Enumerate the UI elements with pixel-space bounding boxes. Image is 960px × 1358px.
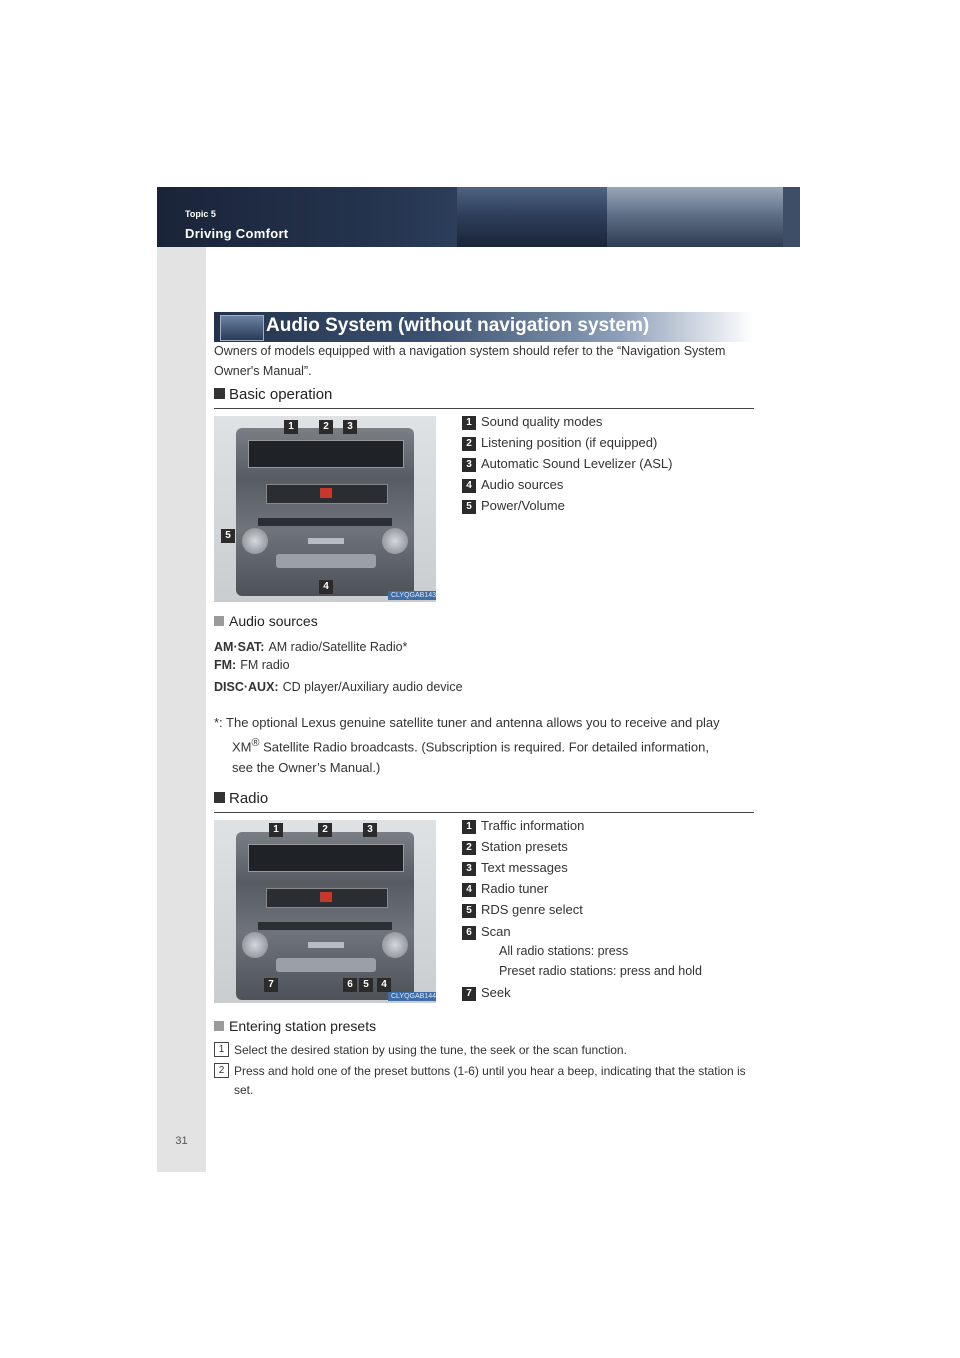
source-buttons (276, 554, 376, 568)
footnote-line: *: The optional Lexus genuine satellite tuner and antenna allows you to receive and play (214, 715, 720, 730)
callout-marker: 4 (319, 580, 333, 594)
heading-square-icon (214, 792, 225, 803)
heading-text: Basic operation (229, 386, 333, 403)
audio-unit (236, 832, 414, 1000)
legend-number: 3 (462, 458, 476, 472)
legend-number: 4 (462, 883, 476, 897)
audio-source-line (214, 640, 407, 654)
chapter-title: Driving Comfort (185, 226, 289, 241)
audio-unit (236, 428, 414, 596)
callout-marker: 3 (343, 420, 357, 434)
legend-label: Automatic Sound Levelizer (ASL) (481, 456, 673, 471)
legend-label: Traffic information (481, 818, 585, 833)
source-value: CD player/Auxiliary audio device (282, 680, 463, 694)
legend-number: 7 (462, 987, 476, 1001)
section-intro: Owners of models equipped with a navigation system should refer to the “Navigation System Owner's Manual”. (214, 344, 726, 378)
scan-detail: All radio stations: press (499, 944, 629, 958)
callout-marker: 1 (269, 823, 283, 837)
basic-operation-legend (462, 414, 762, 524)
legend-number: 2 (462, 841, 476, 855)
section-title: Audio System (without navigation system) (266, 315, 650, 336)
preset-step (214, 1062, 756, 1102)
callout-marker: 3 (363, 823, 377, 837)
audio-source-line (214, 680, 463, 694)
callout-marker: 7 (264, 978, 278, 992)
legend-number: 4 (462, 479, 476, 493)
disc-slot (258, 922, 392, 930)
registered-mark: ® (251, 737, 260, 749)
section-rule (214, 812, 754, 813)
callout-marker: 6 (343, 978, 357, 992)
basic-operation-heading (214, 386, 332, 403)
hazard-icon (320, 892, 332, 902)
footnote-text: Satellite Radio broadcasts. (Subscription is required. For detailed information, (259, 739, 709, 755)
image-code: CLYQGAB144 (388, 992, 436, 1001)
legend-label: RDS genre select (481, 902, 583, 917)
legend-number: 3 (462, 862, 476, 876)
header-photo-interior (457, 187, 607, 247)
brand-plate (308, 942, 344, 948)
power-volume-knob (242, 932, 268, 958)
audio-source-line (214, 658, 290, 672)
chapter-header (157, 187, 800, 247)
page-number: 31 (175, 1135, 188, 1147)
callout-marker: 5 (221, 529, 235, 543)
legend-label: Power/Volume (481, 498, 565, 513)
callout-marker: 1 (284, 420, 298, 434)
callout-marker: 4 (377, 978, 391, 992)
audio-panel-image-1 (214, 416, 436, 602)
callout-marker: 2 (319, 420, 333, 434)
section-banner (214, 312, 754, 342)
step-number: 2 (214, 1063, 229, 1078)
power-volume-knob (242, 528, 268, 554)
section-rule (214, 408, 754, 409)
legend-label: Listening position (if equipped) (481, 435, 658, 450)
unit-display (248, 440, 404, 468)
audio-panel-image-2 (214, 820, 436, 1003)
heading-text: Audio sources (229, 613, 318, 629)
step-text: Press and hold one of the preset buttons (1-6) until you hear a beep, indicating that the station is set. (234, 1064, 746, 1097)
footnote-line (214, 733, 756, 757)
source-key: AM·SAT: (214, 640, 265, 654)
legend-label: Text messages (481, 860, 568, 875)
heading-square-icon (214, 616, 224, 626)
step-number: 1 (214, 1042, 229, 1057)
source-value: AM radio/Satellite Radio* (268, 640, 408, 654)
legend-number: 5 (462, 500, 476, 514)
footnote-line: see the Owner’s Manual.) (232, 760, 381, 776)
legend-label: Scan (481, 924, 511, 939)
legend-label: Station presets (481, 839, 568, 854)
scan-detail: Preset radio stations: press and hold (499, 964, 702, 978)
callout-marker: 2 (318, 823, 332, 837)
step-text: Select the desired station by using the tune, the seek or the scan function. (234, 1043, 627, 1057)
header-photo-edge (783, 187, 800, 247)
page-sidebar (157, 247, 206, 1172)
tune-knob (382, 932, 408, 958)
image-code: CLYQGAB143 (388, 591, 436, 600)
legend-number: 2 (462, 437, 476, 451)
brand-plate (308, 538, 344, 544)
header-photo-car (607, 187, 783, 247)
satellite-footnote (214, 712, 756, 778)
footnote-text: XM (232, 739, 252, 755)
legend-number: 5 (462, 904, 476, 918)
legend-label: Radio tuner (481, 881, 549, 896)
source-key: DISC·AUX: (214, 680, 279, 694)
preset-step (214, 1041, 756, 1061)
unit-display (248, 844, 404, 872)
source-value: FM radio (240, 658, 290, 672)
legend-label: Seek (481, 985, 511, 1000)
source-key: FM: (214, 658, 237, 672)
heading-square-icon (214, 388, 225, 399)
legend-label: Sound quality modes (481, 414, 603, 429)
topic-label: Topic 5 (185, 209, 216, 219)
tune-knob (382, 528, 408, 554)
station-presets-heading (214, 1018, 376, 1034)
callout-marker: 5 (359, 978, 373, 992)
radio-heading (214, 790, 268, 807)
heading-square-icon (214, 1021, 224, 1031)
legend-number: 6 (462, 926, 476, 940)
audio-sources-heading (214, 613, 318, 629)
disc-slot (258, 518, 392, 526)
legend-label: Audio sources (481, 477, 564, 492)
heading-text: Radio (229, 790, 269, 807)
source-buttons (276, 958, 376, 972)
banner-thumbnail (220, 315, 264, 341)
heading-text: Entering station presets (229, 1018, 377, 1034)
radio-legend (462, 818, 762, 1008)
legend-number: 1 (462, 416, 476, 430)
hazard-icon (320, 488, 332, 498)
legend-number: 1 (462, 820, 476, 834)
